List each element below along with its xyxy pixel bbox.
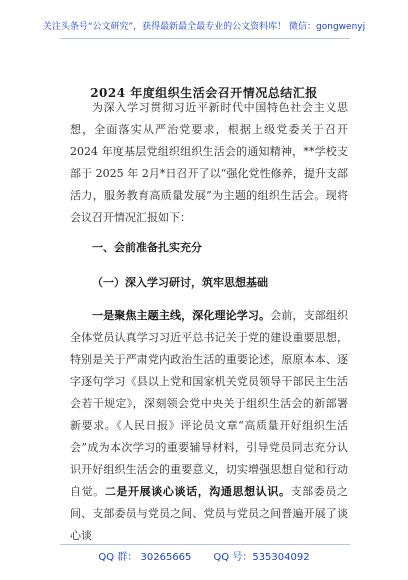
header-watermark-note: 关注头条号“公文研究”，获得最新最全最专业的公文资料库！ 微信：gongwenyj — [42, 22, 366, 32]
intro-paragraph: 为深入学习贯彻习近平新时代中国特色社会主义思想，全面落实从严治党要求，根据上级党委关于召开 2024 年度基层党组织组织生活会的通知精神，**学校支部于 2025 年 2月*日召开了以“强化党性修养，提升支部活力，服务教育高质量发展”为主题的组织生活会。现将会议召开情况汇报如下： — [70, 101, 348, 224]
subsection-heading-1-1: （一）深入学习研讨，筑牢思想基础 — [92, 276, 268, 289]
para2-body: 支部委员之间、支部委员与党员之间、党员与党员之间普遍开展了谈心谈 — [70, 485, 349, 542]
para1-lead: 一是聚焦主题主线，深化理论学习。 — [92, 309, 271, 322]
footer-qq-group: QQ 群： 30265665 — [98, 552, 192, 563]
body-paragraph — [70, 305, 348, 547]
document-title: 2024 年度组织生活会召开情况总结汇报 — [90, 86, 318, 100]
para1-body: 会前，支部组织全体党员认真学习习近平总书记关于党的建设重要思想，特别是关于严肃党内政治生活的重要论述，原原本本、逐字逐句学习《县以上党和国家机关党员领导干部民主生活会若干规定》，深刻领会党中央关于组织生活会的新部署新要求。《人民日报》评论员文章“高质量开好组织生活会”成为本次学习的重要辅导材料，引导党员同志充分认识开好组织生活会的重要意义，切实增强思想自觉和行动自觉。 — [70, 309, 349, 498]
footer-divider — [60, 544, 350, 545]
footer-qq-number: QQ 号：535304092 — [213, 552, 310, 563]
para2-lead: 二是开展谈心谈话，沟通思想认识。 — [104, 485, 291, 498]
section-heading-1: 一、会前准备扎实充分 — [92, 241, 202, 254]
header-divider — [60, 38, 350, 39]
footer-contact — [0, 548, 408, 563]
